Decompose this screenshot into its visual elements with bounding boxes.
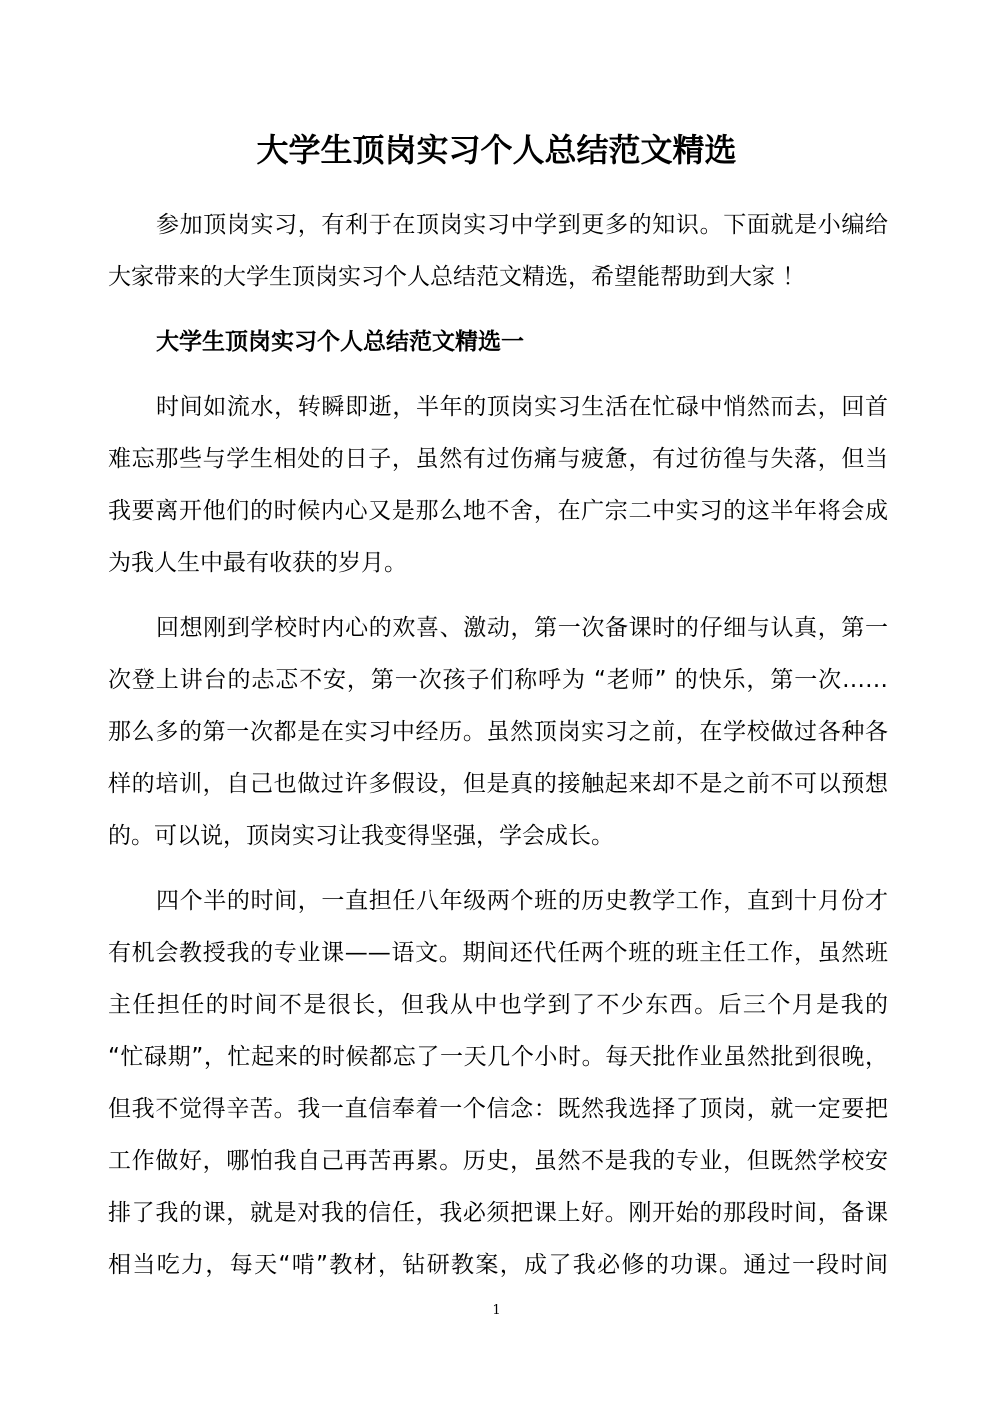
paragraph-3-line: 排了我的课，就是对我的信任，我必须把课上好。刚开始的那段时间，备课 — [108, 1200, 888, 1226]
paragraph-1-line: 时间如流水，转瞬即逝，半年的顶岗实习生活在忙碌中悄然而去，回首 — [156, 394, 888, 420]
paragraph-1-line: 我要离开他们的时候内心又是那么地不舍，在广宗二中实习的这半年将会成 — [108, 498, 888, 524]
page-number: 1 — [492, 1303, 501, 1318]
intro-line: 大家带来的大学生顶岗实习个人总结范文精选，希望能帮助到大家 ！ — [108, 264, 806, 290]
paragraph-2-line: 的。可以说，顶岗实习让我变得坚强，学会成长。 — [108, 823, 614, 849]
paragraph-3-line: “忙碌期”，忙起来的时候都忘了一天几个小时。每天批作业虽然批到很晚， — [108, 1044, 888, 1070]
paragraph-1-line: 为我人生中最有收获的岁月。 — [108, 550, 407, 576]
paragraph-3-line: 有机会教授我的专业课——语文。期间还代任两个班的班主任工作，虽然班 — [108, 940, 888, 966]
paragraph-2-line: 那么多的第一次都是在实习中经历。虽然顶岗实习之前，在学校做过各种各 — [108, 719, 888, 745]
paragraph-3-line: 主任担任的时间不是很长，但我从中也学到了不少东西。后三个月是我的 — [108, 992, 888, 1018]
section-heading: 大学生顶岗实习个人总结范文精选一 — [156, 329, 524, 355]
intro-line: 参加顶岗实习，有利于在顶岗实习中学到更多的知识。下面就是小编给 — [156, 212, 888, 238]
paragraph-3-line: 相当吃力，每天“啃”教材，钻研教案，成了我必修的功课。通过一段时间 — [108, 1252, 888, 1278]
paragraph-3-line: 但我不觉得辛苦。我一直信奉着一个信念：既然我选择了顶岗，就一定要把 — [108, 1096, 888, 1122]
paragraph-3-line: 工作做好，哪怕我自己再苦再累。历史，虽然不是我的专业，但既然学校安 — [108, 1148, 888, 1174]
paragraph-2-line: 次登上讲台的忐忑不安，第一次孩子们称呼为 “老师” 的快乐，第一次…… — [108, 667, 888, 693]
paragraph-1-line: 难忘那些与学生相处的日子，虽然有过伤痛与疲惫，有过彷徨与失落，但当 — [108, 446, 888, 472]
paragraph-2-line: 回想刚到学校时内心的欢喜、激动，第一次备课时的仔细与认真，第一 — [156, 615, 888, 641]
paragraph-3-line: 四个半的时间，一直担任八年级两个班的历史教学工作，直到十月份才 — [156, 888, 888, 914]
document-title: 大学生顶岗实习个人总结范文精选 — [256, 131, 737, 169]
paragraph-2-line: 样的培训，自己也做过许多假设，但是真的接触起来却不是之前不可以预想 — [108, 771, 888, 797]
